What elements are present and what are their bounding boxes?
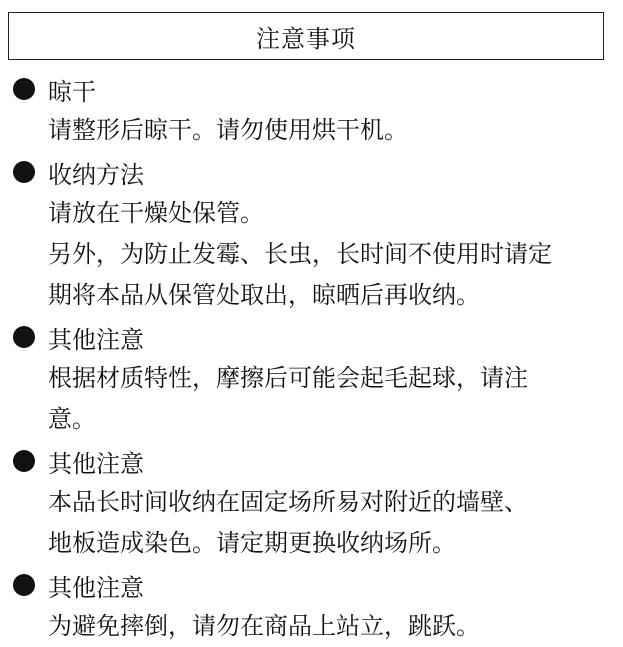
section-heading-row — [10, 68, 610, 110]
section-heading-row — [10, 316, 610, 358]
bullet-icon — [13, 326, 35, 348]
section-heading-row — [10, 564, 610, 606]
section-text-line: 地板造成染色。请定期更换收纳场所。 — [48, 529, 456, 557]
section-text-line: 期将本品从保管处取出，晾晒后再收纳。 — [48, 281, 480, 309]
notice-title-box — [8, 12, 604, 60]
section-heading: 收纳方法 — [48, 160, 144, 189]
bullet-icon — [13, 574, 35, 596]
section-storage — [10, 151, 610, 316]
section-other-safety — [10, 564, 610, 647]
section-heading: 其他注意 — [48, 573, 144, 602]
section-heading-row — [10, 151, 610, 193]
bullet-icon — [13, 78, 35, 100]
section-text-line: 为避免摔倒，请勿在商品上站立，跳跃。 — [48, 612, 480, 640]
section-text-line: 另外，为防止发霉、长虫，长时间不使用时请定 — [48, 240, 552, 268]
bullet-icon — [13, 161, 35, 183]
section-heading-row — [10, 440, 610, 482]
section-heading: 晾干 — [48, 77, 96, 106]
section-drying — [10, 68, 610, 151]
section-heading: 其他注意 — [48, 325, 144, 354]
notice-title: 注意事项 — [256, 24, 356, 53]
section-heading: 其他注意 — [48, 449, 144, 478]
section-other-staining — [10, 440, 610, 564]
section-other-pilling — [10, 316, 610, 440]
section-text-line: 本品长时间收纳在固定场所易对附近的墙壁、 — [48, 488, 528, 516]
bullet-icon — [13, 450, 35, 472]
section-text-line: 请整形后晾干。请勿使用烘干机。 — [48, 116, 408, 144]
section-text-line: 请放在干燥处保管。 — [48, 199, 264, 227]
section-text-line: 意。 — [48, 405, 96, 433]
notice-content — [10, 68, 610, 647]
section-text-line: 根据材质特性，摩擦后可能会起毛起球，请注 — [48, 364, 528, 392]
